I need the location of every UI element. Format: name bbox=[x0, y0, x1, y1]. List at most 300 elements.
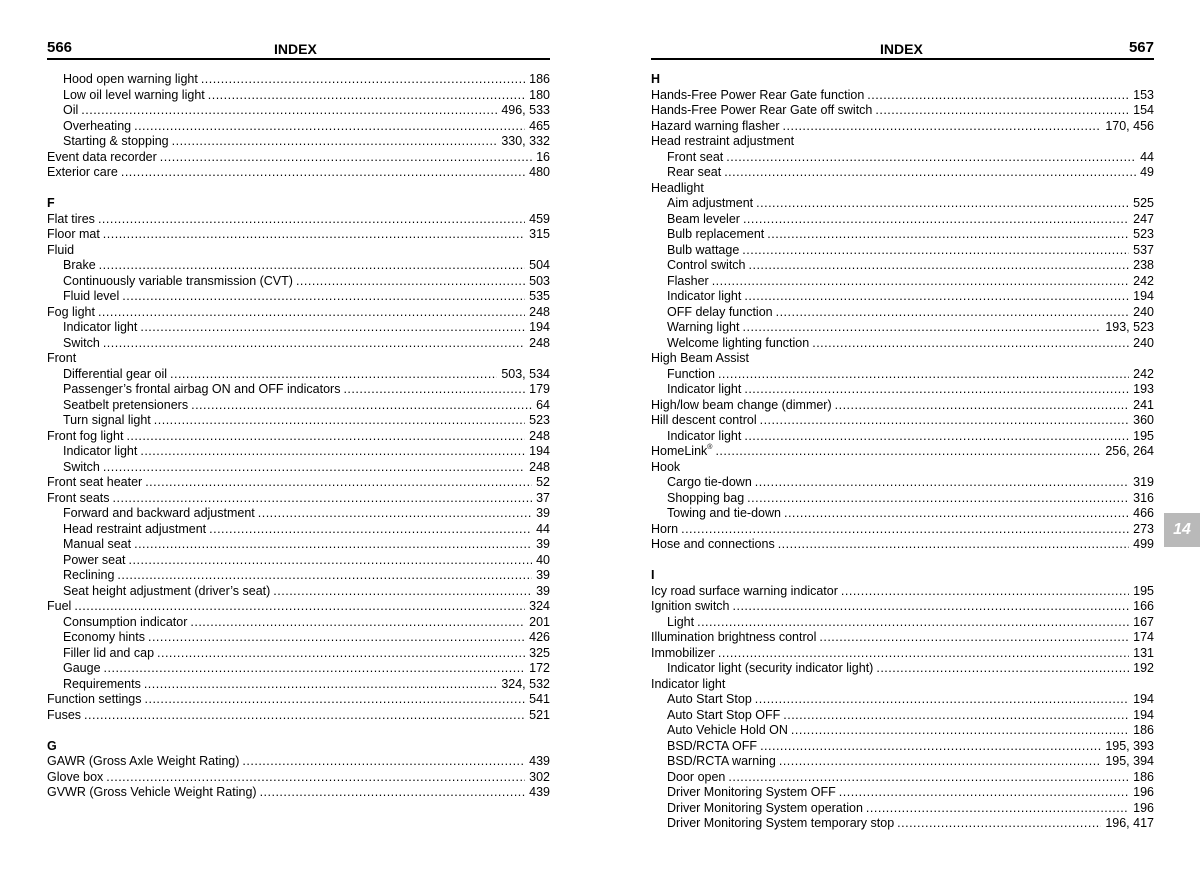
page-reference: 196, 417 bbox=[1105, 816, 1154, 830]
page-reference: 37 bbox=[536, 490, 550, 505]
page-reference: 193 bbox=[1133, 382, 1154, 396]
entry-text: Passenger’s frontal airbag ON and OFF indicators bbox=[63, 382, 341, 396]
dot-leader bbox=[144, 677, 498, 693]
dot-leader bbox=[172, 134, 498, 150]
index-subentry bbox=[651, 785, 1154, 801]
dot-leader bbox=[154, 413, 525, 429]
entry-label bbox=[63, 258, 96, 274]
section-letter: I bbox=[651, 568, 655, 582]
index-subentry bbox=[651, 305, 1154, 321]
index-subentry bbox=[47, 444, 550, 460]
entry-text: Front seat heater bbox=[47, 475, 143, 489]
entry-label bbox=[651, 537, 775, 553]
dot-leader bbox=[170, 367, 497, 383]
entry-text: Starting & stopping bbox=[63, 134, 169, 148]
entry-text: Illumination brightness control bbox=[651, 630, 817, 644]
entry-label bbox=[63, 568, 114, 584]
page-header bbox=[47, 0, 550, 60]
entry-text: Continuously variable transmission (CVT) bbox=[63, 273, 293, 288]
index-subentry bbox=[47, 413, 550, 429]
index-subentry bbox=[651, 289, 1154, 305]
dot-leader bbox=[103, 227, 525, 243]
dot-leader bbox=[783, 119, 1102, 135]
entry-text: Driver Monitoring System temporary stop bbox=[667, 816, 895, 830]
page-reference: 44 bbox=[536, 521, 550, 536]
entry-label bbox=[667, 196, 753, 212]
entry-label bbox=[47, 165, 118, 181]
entry-text: Head restraint adjustment bbox=[63, 521, 207, 536]
dot-leader bbox=[273, 584, 532, 600]
entry-label bbox=[651, 351, 749, 367]
dot-leader bbox=[760, 739, 1101, 755]
dot-leader bbox=[98, 212, 525, 228]
index-list bbox=[47, 60, 550, 801]
dot-leader bbox=[148, 630, 525, 646]
page-reference: 302 bbox=[529, 769, 550, 784]
dot-leader bbox=[99, 258, 525, 274]
page-reference: 248 bbox=[529, 428, 550, 443]
entry-text: BSD/RCTA OFF bbox=[667, 738, 758, 753]
entry-text: Headlight bbox=[651, 180, 704, 195]
page-number: 566 bbox=[47, 39, 73, 56]
entry-label bbox=[667, 382, 741, 398]
entry-label bbox=[667, 723, 788, 739]
section-gap bbox=[47, 181, 550, 197]
dot-leader bbox=[145, 475, 532, 491]
index-entry bbox=[651, 677, 1154, 693]
index-entry bbox=[651, 134, 1154, 150]
page-reference: 465 bbox=[529, 118, 550, 133]
index-subentry bbox=[651, 816, 1154, 832]
dot-leader bbox=[160, 150, 532, 166]
dot-leader bbox=[98, 305, 525, 321]
entry-label bbox=[667, 336, 809, 352]
index-subentry bbox=[651, 491, 1154, 507]
entry-text: Seat height adjustment (driver’s seat) bbox=[63, 583, 271, 598]
index-subentry bbox=[47, 72, 550, 88]
entry-text: Hook bbox=[651, 459, 681, 474]
section-letter: H bbox=[651, 72, 661, 86]
entry-text: Rear seat bbox=[667, 165, 722, 179]
page-reference: 541 bbox=[529, 692, 550, 706]
index-subentry bbox=[651, 723, 1154, 739]
entry-label bbox=[651, 460, 680, 476]
page-reference: 52 bbox=[536, 475, 550, 489]
entry-text: Economy hints bbox=[63, 630, 145, 644]
entry-text: Ignition switch bbox=[651, 599, 730, 613]
dot-leader bbox=[733, 599, 1130, 615]
entry-label bbox=[63, 320, 137, 336]
index-entry bbox=[651, 103, 1154, 119]
page-reference: 523 bbox=[529, 413, 550, 427]
index-subentry bbox=[651, 429, 1154, 445]
dot-leader bbox=[875, 103, 1129, 119]
dot-leader bbox=[242, 754, 525, 770]
index-subentry bbox=[651, 196, 1154, 212]
page-reference: 330, 332 bbox=[501, 134, 550, 148]
entry-label bbox=[667, 754, 776, 770]
index-subentry bbox=[651, 615, 1154, 631]
page-title: INDEX bbox=[880, 41, 923, 57]
entry-text: High Beam Assist bbox=[651, 351, 749, 365]
entry-label bbox=[63, 506, 255, 522]
entry-label bbox=[667, 227, 764, 243]
index-entry bbox=[47, 212, 550, 228]
index-subentry bbox=[651, 367, 1154, 383]
dot-leader bbox=[744, 289, 1129, 305]
index-subentry bbox=[47, 119, 550, 135]
entry-label bbox=[667, 785, 836, 801]
index-subentry bbox=[651, 150, 1154, 166]
page-reference: 240 bbox=[1133, 335, 1154, 350]
dot-leader bbox=[343, 382, 525, 398]
dot-leader bbox=[122, 289, 525, 305]
entry-label bbox=[651, 119, 780, 135]
entry-label bbox=[667, 491, 744, 507]
entry-label bbox=[63, 367, 167, 383]
page-reference: 247 bbox=[1133, 211, 1154, 226]
entry-label bbox=[651, 444, 712, 460]
section-letter: G bbox=[47, 738, 57, 753]
index-subentry bbox=[651, 692, 1154, 708]
entry-text: Aim adjustment bbox=[667, 196, 754, 210]
index-subentry bbox=[47, 289, 550, 305]
dot-leader bbox=[103, 336, 525, 352]
entry-text: Driver Monitoring System OFF bbox=[667, 785, 836, 799]
entry-text: Driver Monitoring System operation bbox=[667, 800, 863, 815]
dot-leader bbox=[728, 770, 1129, 786]
index-entry bbox=[651, 413, 1154, 429]
entry-label bbox=[651, 413, 757, 429]
page-reference: 439 bbox=[529, 754, 550, 768]
entry-text: Fluid bbox=[47, 242, 75, 257]
dot-leader bbox=[776, 305, 1130, 321]
dot-leader bbox=[783, 708, 1129, 724]
index-list bbox=[651, 60, 1154, 832]
dot-leader bbox=[760, 413, 1130, 429]
entry-label bbox=[47, 212, 95, 228]
page-reference: 248 bbox=[529, 335, 550, 350]
index-subentry bbox=[651, 475, 1154, 491]
entry-label bbox=[63, 661, 101, 677]
entry-text: Bulb replacement bbox=[667, 227, 765, 241]
index-entry bbox=[651, 522, 1154, 538]
dot-leader bbox=[715, 444, 1101, 460]
dot-leader bbox=[778, 537, 1129, 553]
dot-leader bbox=[209, 522, 532, 538]
entry-label bbox=[667, 243, 739, 259]
page-reference: 241 bbox=[1133, 397, 1154, 412]
index-entry bbox=[47, 351, 550, 367]
page-reference: 167 bbox=[1133, 614, 1154, 629]
entry-text: Forward and backward adjustment bbox=[63, 506, 255, 520]
dot-leader bbox=[744, 429, 1129, 445]
page-reference: 39 bbox=[536, 506, 550, 520]
page-reference: 360 bbox=[1133, 413, 1154, 427]
page-reference: 201 bbox=[529, 614, 550, 629]
index-subentry bbox=[47, 522, 550, 538]
dot-leader bbox=[867, 88, 1129, 104]
page-reference: 248 bbox=[529, 304, 550, 319]
dot-leader bbox=[718, 367, 1129, 383]
entry-text: Fuel bbox=[47, 599, 72, 613]
entry-text: High/low beam change (dimmer) bbox=[651, 397, 832, 412]
page-reference: 319 bbox=[1133, 475, 1154, 489]
entry-text: Consumption indicator bbox=[63, 614, 188, 629]
entry-text: Indicator light bbox=[651, 676, 726, 691]
page-reference: 49 bbox=[1140, 165, 1154, 179]
section-gap bbox=[47, 723, 550, 739]
dot-leader bbox=[718, 646, 1129, 662]
page-reference: 40 bbox=[536, 552, 550, 567]
dot-leader bbox=[681, 522, 1129, 538]
index-subentry bbox=[651, 165, 1154, 181]
right-page bbox=[651, 0, 1154, 832]
page-reference: 242 bbox=[1133, 366, 1154, 381]
entry-text: Front seat bbox=[667, 149, 724, 164]
page-reference: 186 bbox=[1133, 769, 1154, 784]
dot-leader bbox=[74, 599, 525, 615]
entry-text: Hose and connections bbox=[651, 537, 775, 551]
index-entry bbox=[47, 243, 550, 259]
index-subentry bbox=[651, 227, 1154, 243]
page-header bbox=[651, 0, 1154, 60]
dot-leader bbox=[126, 429, 525, 445]
entry-label bbox=[667, 258, 746, 274]
entry-label bbox=[63, 444, 137, 460]
dot-leader bbox=[791, 723, 1129, 739]
entry-label bbox=[63, 398, 188, 414]
entry-label bbox=[63, 274, 293, 290]
index-entry bbox=[651, 646, 1154, 662]
entry-text: Oil bbox=[63, 103, 79, 117]
entry-text: Exterior care bbox=[47, 165, 118, 179]
page-reference: 535 bbox=[529, 289, 550, 303]
entry-text: Front fog light bbox=[47, 428, 124, 443]
index-subentry bbox=[47, 382, 550, 398]
entry-label bbox=[47, 491, 110, 507]
entry-text: Function settings bbox=[47, 692, 142, 706]
index-subentry bbox=[47, 336, 550, 352]
entry-label bbox=[667, 305, 773, 321]
entry-label bbox=[63, 584, 270, 600]
page-reference: 180 bbox=[529, 87, 550, 102]
page-reference: 504 bbox=[529, 258, 550, 272]
page-reference: 273 bbox=[1133, 521, 1154, 536]
entry-label bbox=[667, 475, 752, 491]
entry-label bbox=[667, 165, 721, 181]
entry-text: Overheating bbox=[63, 118, 132, 133]
page-reference: 153 bbox=[1133, 87, 1154, 102]
page-reference: 426 bbox=[529, 630, 550, 644]
page-reference: 238 bbox=[1133, 258, 1154, 272]
entry-text: Reclining bbox=[63, 568, 115, 582]
page-reference: 523 bbox=[1133, 227, 1154, 241]
index-subentry bbox=[651, 320, 1154, 336]
page-reference: 324 bbox=[529, 599, 550, 613]
dot-leader bbox=[747, 491, 1129, 507]
page-reference: 194 bbox=[1133, 707, 1154, 722]
entry-text: Immobilizer bbox=[651, 645, 715, 660]
page-reference: 39 bbox=[536, 583, 550, 598]
index-subentry bbox=[651, 274, 1154, 290]
entry-text: Flasher bbox=[667, 273, 709, 288]
index-entry bbox=[651, 599, 1154, 615]
left-page bbox=[47, 0, 550, 801]
page-reference: 179 bbox=[529, 382, 550, 396]
index-entry bbox=[47, 770, 550, 786]
entry-label bbox=[651, 134, 794, 150]
page-reference: 242 bbox=[1133, 273, 1154, 288]
page-reference: 499 bbox=[1133, 537, 1154, 551]
index-subentry bbox=[47, 630, 550, 646]
entry-label bbox=[63, 119, 131, 135]
index-subentry bbox=[651, 336, 1154, 352]
entry-text: Floor mat bbox=[47, 227, 100, 241]
entry-text: Hood open warning light bbox=[63, 72, 198, 86]
page-reference: 64 bbox=[536, 397, 550, 412]
entry-label bbox=[63, 677, 141, 693]
entry-text: Brake bbox=[63, 258, 96, 272]
page-reference: 503, 534 bbox=[501, 366, 550, 381]
dot-leader bbox=[201, 72, 525, 88]
index-subentry bbox=[47, 661, 550, 677]
entry-text: Low oil level warning light bbox=[63, 87, 205, 102]
page-reference: 316 bbox=[1133, 490, 1154, 505]
dot-leader bbox=[841, 584, 1129, 600]
entry-text: Door open bbox=[667, 769, 726, 784]
entry-label bbox=[667, 274, 709, 290]
entry-text: Manual seat bbox=[63, 537, 132, 551]
entry-text: Control switch bbox=[667, 258, 746, 272]
dot-leader bbox=[84, 708, 525, 724]
page-reference: 439 bbox=[529, 785, 550, 799]
dot-leader bbox=[744, 382, 1129, 398]
dot-leader bbox=[106, 770, 525, 786]
entry-text: Power seat bbox=[63, 552, 126, 567]
dot-leader bbox=[129, 553, 533, 569]
entry-label bbox=[667, 615, 694, 631]
entry-label bbox=[63, 72, 198, 88]
index-entry bbox=[651, 537, 1154, 553]
dot-leader bbox=[835, 398, 1130, 414]
entry-text: OFF delay function bbox=[667, 304, 773, 319]
index-subentry bbox=[47, 460, 550, 476]
index-subentry bbox=[651, 739, 1154, 755]
entry-text: Indicator light bbox=[63, 320, 138, 334]
entry-text: Welcome lighting function bbox=[667, 335, 810, 350]
page-reference: 195 bbox=[1133, 583, 1154, 598]
index-entry bbox=[651, 119, 1154, 135]
dot-leader bbox=[190, 615, 525, 631]
entry-label bbox=[63, 537, 131, 553]
dot-leader bbox=[866, 801, 1129, 817]
entry-text: Hands-Free Power Rear Gate off switch bbox=[651, 103, 873, 117]
entry-label bbox=[667, 367, 715, 383]
page-reference: 459 bbox=[529, 211, 550, 226]
entry-label bbox=[667, 429, 741, 445]
entry-label bbox=[667, 212, 740, 228]
entry-label bbox=[667, 708, 780, 724]
entry-label bbox=[667, 320, 740, 336]
index-entry bbox=[47, 429, 550, 445]
page-reference: 166 bbox=[1133, 599, 1154, 613]
entry-label bbox=[667, 150, 723, 166]
index-subentry bbox=[651, 754, 1154, 770]
entry-text: Flat tires bbox=[47, 211, 95, 226]
index-entry bbox=[47, 708, 550, 724]
page-reference: 324, 532 bbox=[501, 676, 550, 691]
page-reference: 325 bbox=[529, 645, 550, 660]
index-entry bbox=[651, 630, 1154, 646]
page-reference: 466 bbox=[1133, 506, 1154, 520]
page-reference: 195 bbox=[1133, 428, 1154, 443]
index-subentry bbox=[47, 677, 550, 693]
page-title: INDEX bbox=[274, 41, 317, 57]
entry-text: Front seats bbox=[47, 490, 110, 505]
page-reference: 256, 264 bbox=[1105, 444, 1154, 458]
page-reference: 186 bbox=[529, 72, 550, 86]
dot-leader bbox=[191, 398, 532, 414]
page-reference: 496, 533 bbox=[501, 103, 550, 117]
dot-leader bbox=[784, 506, 1129, 522]
entry-text: Auto Start Stop bbox=[667, 692, 752, 706]
entry-text: Switch bbox=[63, 335, 100, 350]
page-reference: 503 bbox=[529, 273, 550, 288]
page-reference: 240 bbox=[1133, 304, 1154, 319]
page-reference: 248 bbox=[529, 459, 550, 474]
index-subentry bbox=[47, 584, 550, 600]
page-reference: 154 bbox=[1133, 103, 1154, 117]
dot-leader bbox=[767, 227, 1129, 243]
entry-label bbox=[651, 398, 832, 414]
page-reference: 39 bbox=[536, 537, 550, 551]
entry-label bbox=[63, 88, 205, 104]
entry-text: Indicator light (security indicator light) bbox=[667, 661, 874, 675]
page-reference: 174 bbox=[1133, 630, 1154, 644]
page-reference: 192 bbox=[1133, 661, 1154, 675]
entry-text: Turn signal light bbox=[63, 413, 151, 427]
page-reference: 537 bbox=[1133, 242, 1154, 257]
dot-leader bbox=[81, 103, 497, 119]
index-entry bbox=[651, 181, 1154, 197]
entry-label bbox=[651, 584, 838, 600]
index-entry bbox=[47, 165, 550, 181]
entry-label bbox=[651, 103, 872, 119]
index-entry bbox=[47, 785, 550, 801]
entry-text: Glove box bbox=[47, 769, 104, 784]
index-entry bbox=[651, 460, 1154, 476]
entry-label bbox=[47, 708, 81, 724]
index-subentry bbox=[651, 243, 1154, 259]
dot-leader bbox=[296, 274, 525, 290]
page-reference: 194 bbox=[1133, 692, 1154, 706]
dot-leader bbox=[897, 816, 1101, 832]
dot-leader bbox=[208, 88, 525, 104]
dot-leader bbox=[742, 243, 1129, 259]
entry-label bbox=[651, 599, 730, 615]
entry-text: Indicator light bbox=[667, 428, 742, 443]
entry-label bbox=[667, 661, 873, 677]
dot-leader bbox=[726, 150, 1136, 166]
entry-label bbox=[47, 770, 103, 786]
page-reference: 172 bbox=[529, 661, 550, 675]
dot-leader bbox=[743, 212, 1129, 228]
entry-label bbox=[651, 630, 816, 646]
entry-text: Fuses bbox=[47, 707, 82, 722]
entry-text: GVWR (Gross Vehicle Weight Rating) bbox=[47, 785, 257, 799]
entry-text: GAWR (Gross Axle Weight Rating) bbox=[47, 754, 240, 768]
